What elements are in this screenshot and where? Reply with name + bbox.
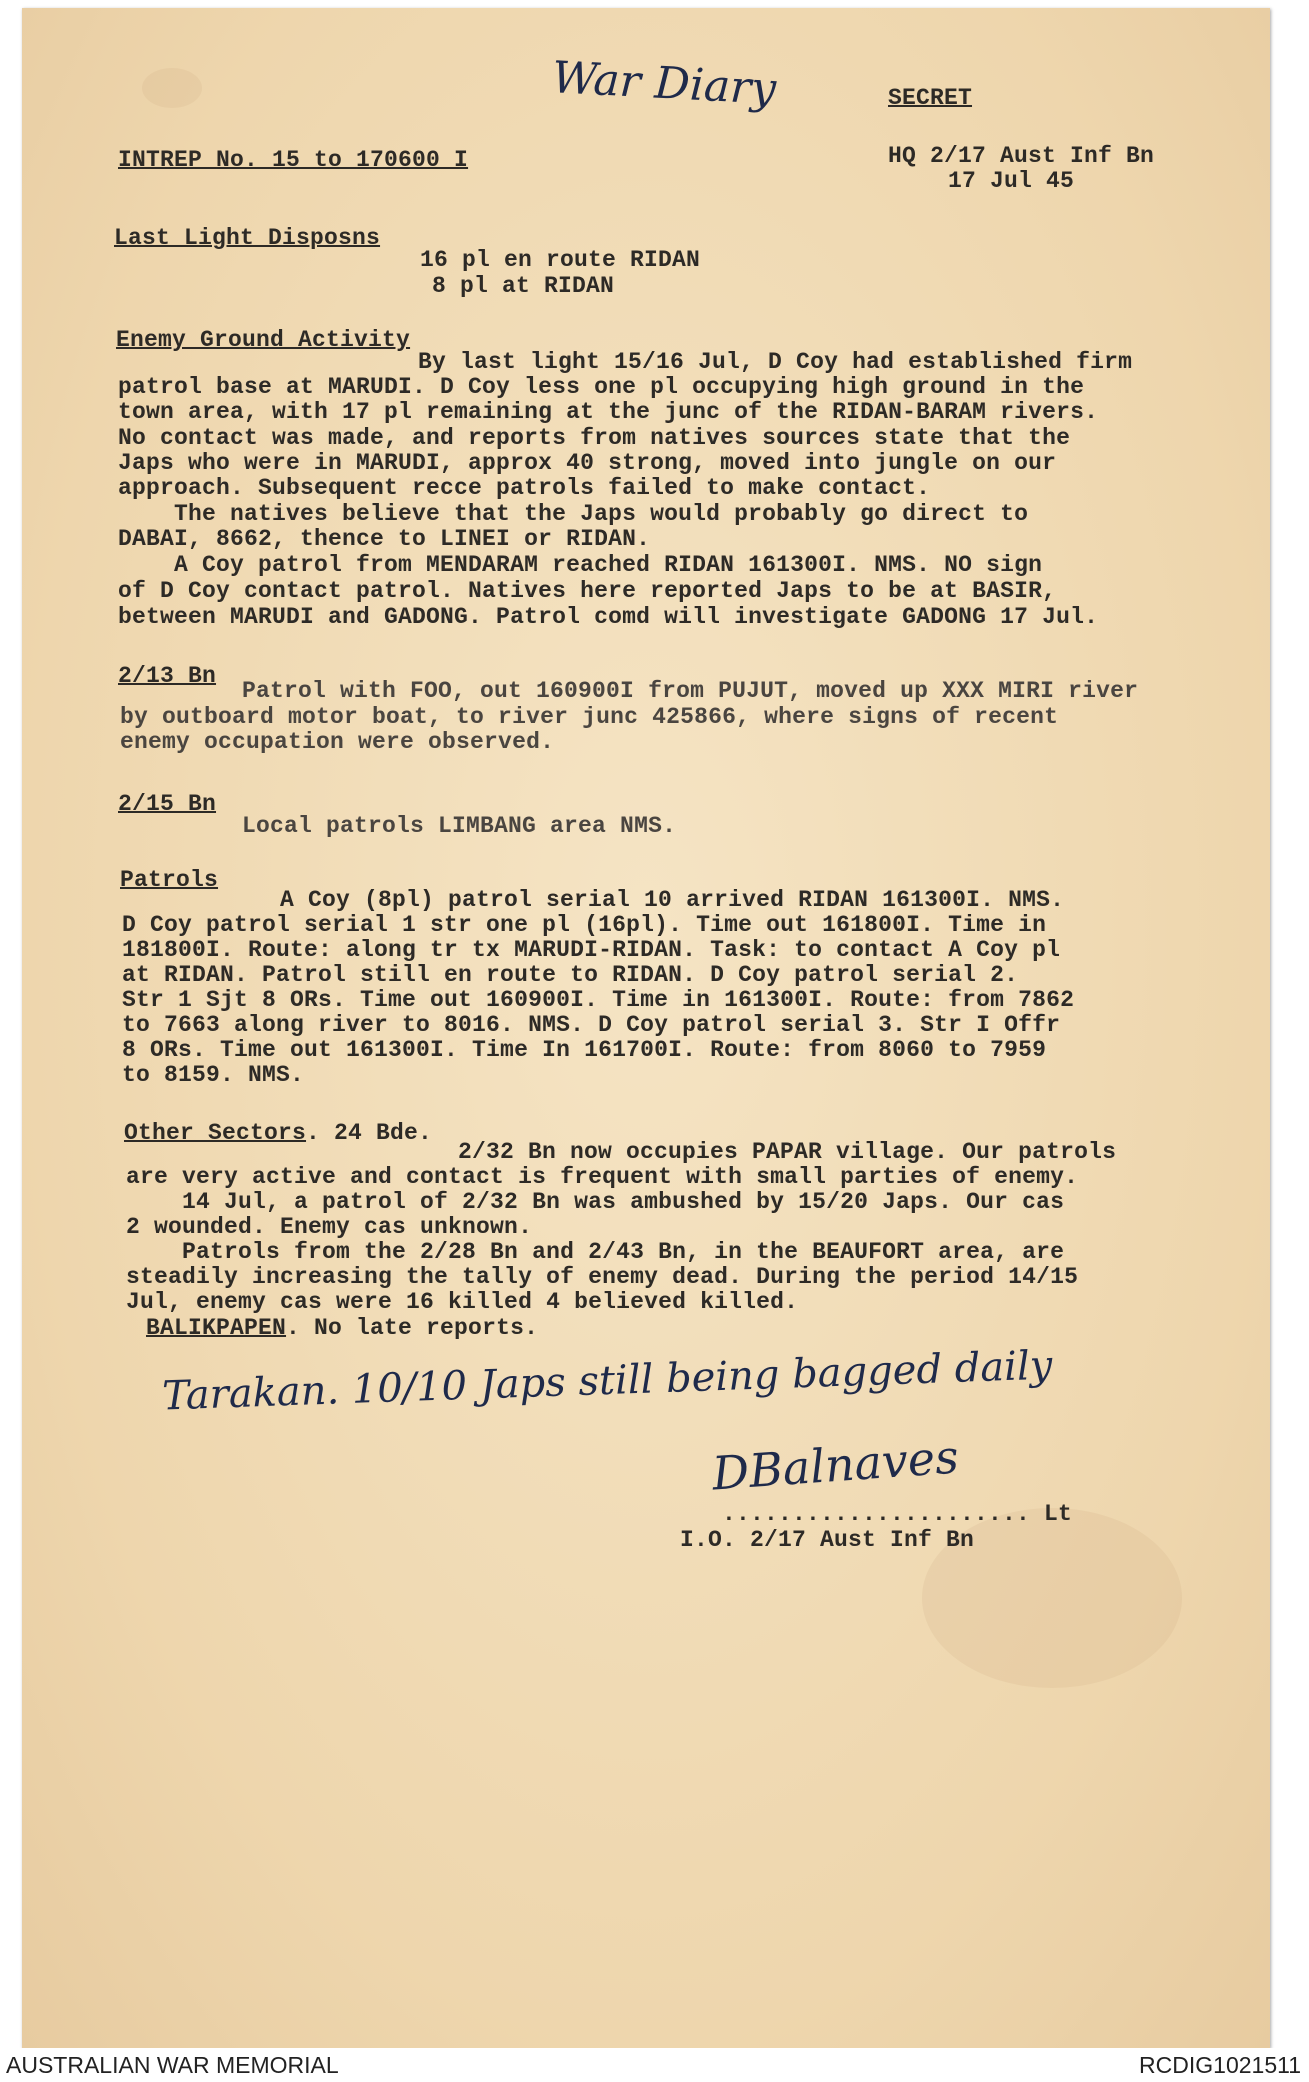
balikpapen-text: . No late reports. (286, 1315, 539, 1341)
body-line: No contact was made, and reports from natives sources state that the (118, 425, 1071, 451)
disposition-line: 16 pl en route RIDAN (420, 247, 701, 273)
body-line: of D Coy contact patrol. Natives here reported Japs to be at BASIR, (118, 578, 1057, 604)
section-heading-2-13-bn: 2/13 Bn (118, 663, 217, 689)
body-line: The natives believe that the Japs would probably go direct to (118, 501, 1029, 527)
classification-label: SECRET (888, 85, 973, 111)
other-sectors-suffix: . 24 Bde. (306, 1120, 433, 1146)
body-line: Local patrols LIMBANG area NMS. (242, 813, 677, 839)
body-line: D Coy patrol serial 1 str one pl (16pl). Time out 161800I. Time in (122, 912, 1047, 938)
signature: DBalnaves (710, 1429, 961, 1501)
section-heading-last-light: Last Light Disposns (114, 225, 381, 251)
body-line: A Coy patrol from MENDARAM reached RIDAN 161300I. NMS. NO sign (118, 552, 1043, 578)
body-line: 2 wounded. Enemy cas unknown. (126, 1214, 533, 1240)
section-heading-2-15-bn: 2/15 Bn (118, 791, 217, 817)
footer-record-id: RCDIG1021511 (1139, 2052, 1301, 2078)
unit-line-1: HQ 2/17 Aust Inf Bn (888, 143, 1155, 169)
body-line: enemy occupation were observed. (120, 729, 555, 755)
body-line: Patrol with FOO, out 160900I from PUJUT, moved up XXX MIRI river (242, 678, 1139, 704)
body-line: Jul, enemy cas were 16 killed 4 believed killed. (126, 1289, 799, 1315)
section-heading-patrols: Patrols (120, 867, 219, 893)
archive-footer (0, 2048, 1309, 2082)
body-line: 8 ORs. Time out 161300I. Time In 161700I. Route: from 8060 to 7959 (122, 1037, 1047, 1063)
body-line: town area, with 17 pl remaining at the junc of the RIDAN-BARAM rivers. (118, 399, 1099, 425)
body-line: are very active and contact is frequent with small parties of enemy. (126, 1164, 1079, 1190)
body-line: Patrols from the 2/28 Bn and 2/43 Bn, in the BEAUFORT area, are (126, 1239, 1065, 1265)
body-line: Japs who were in MARUDI, approx 40 strong, moved into jungle on our (118, 450, 1057, 476)
footer-institution: AUSTRALIAN WAR MEMORIAL (6, 2052, 339, 2078)
body-line: 2/32 Bn now occupies PAPAR village. Our patrols (458, 1139, 1117, 1165)
disposition-line: 8 pl at RIDAN (432, 273, 615, 299)
body-line: by outboard motor boat, to river junc 425866, where signs of recent (120, 704, 1059, 730)
body-line: DABAI, 8662, thence to LINEI or RIDAN. (118, 526, 651, 552)
section-heading-enemy-activity: Enemy Ground Activity (116, 327, 411, 353)
other-sectors-label: Other Sectors (124, 1120, 307, 1146)
body-line: approach. Subsequent recce patrols failed to make contact. (118, 475, 931, 501)
body-line: steadily increasing the tally of enemy dead. During the period 14/15 (126, 1264, 1079, 1290)
body-line: to 7663 along river to 8016. NMS. D Coy patrol serial 3. Str I Offr (122, 1012, 1061, 1038)
document-page (22, 8, 1270, 2048)
body-line: to 8159. NMS. (122, 1062, 305, 1088)
report-reference: INTREP No. 15 to 170600 I (118, 147, 469, 173)
body-line: 181800I. Route: along tr tx MARUDI-RIDAN. Task: to contact A Coy pl (122, 937, 1061, 963)
balikpapen-line (146, 1316, 538, 1342)
handwritten-title: War Diary (550, 52, 778, 115)
body-line: By last light 15/16 Jul, D Coy had established firm (418, 349, 1133, 375)
handwritten-note: Tarakan. 10/10 Japs still being bagged daily (161, 1342, 1054, 1420)
balikpapen-label: BALIKPAPEN (146, 1315, 287, 1341)
body-line: patrol base at MARUDI. D Coy less one pl occupying high ground in the (118, 374, 1085, 400)
signature-dotted-line: ...................... Lt (722, 1501, 1073, 1527)
paper-stain (142, 68, 202, 108)
body-line: A Coy (8pl) patrol serial 10 arrived RIDAN 161300I. NMS. (280, 887, 1065, 913)
body-line: Str 1 Sjt 8 ORs. Time out 160900I. Time in 161300I. Route: from 7862 (122, 987, 1075, 1013)
body-line: between MARUDI and GADONG. Patrol comd will investigate GADONG 17 Jul. (118, 604, 1099, 630)
body-line: 14 Jul, a patrol of 2/32 Bn was ambushed by 15/20 Japs. Our cas (126, 1189, 1065, 1215)
section-heading-other-sectors (124, 1121, 432, 1147)
body-line: at RIDAN. Patrol still en route to RIDAN. D Coy patrol serial 2. (122, 962, 1019, 988)
unit-line-2: 17 Jul 45 (948, 168, 1075, 194)
signatory-title: I.O. 2/17 Aust Inf Bn (680, 1527, 975, 1553)
